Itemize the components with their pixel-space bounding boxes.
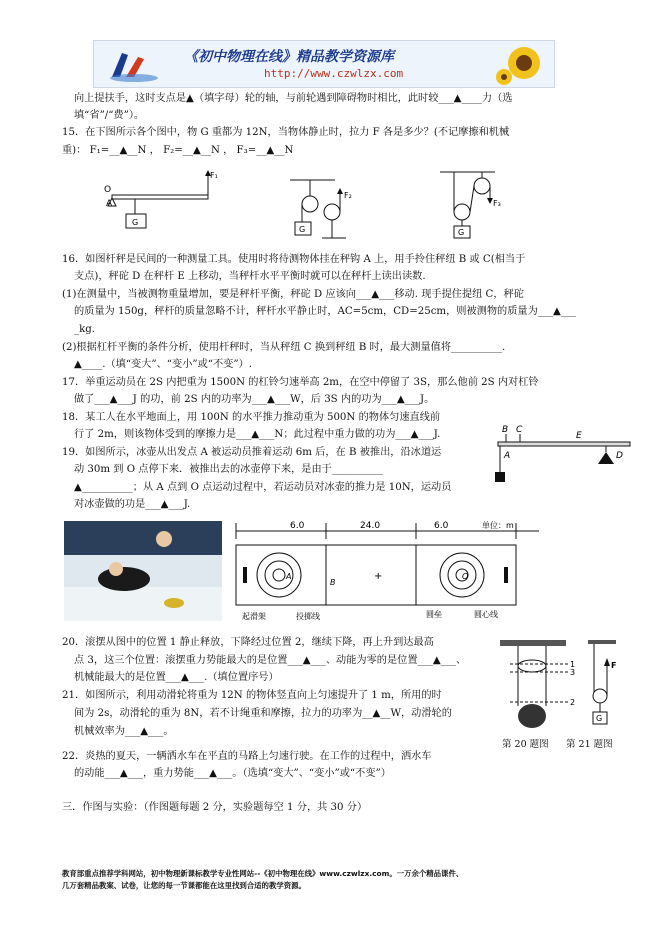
header-banner: [93, 40, 555, 88]
q16-line5: _kg.: [74, 324, 96, 335]
fig20-caption: 第 20 题图: [502, 739, 549, 750]
svg-text:A: A: [504, 451, 511, 461]
fig15-diagram: [100, 168, 520, 250]
svg-text:D: D: [616, 451, 623, 461]
q21-line1: 21．如图所示，利用动滑轮将重为 12N 的物体竖直向上匀速提升了 1 m，所用的时: [62, 690, 442, 701]
q16-line6: (2)根据杠杆平衡的条件分析，使用杆秤时，当从秤纽 C 换到秤纽 B 时，最大测量值将__________.: [62, 342, 506, 353]
q19-line4: 对冰壶做的功是___▲___J.: [74, 499, 191, 510]
fig15-pulley2: [290, 180, 352, 238]
fig21-pulley: [588, 640, 616, 724]
q14-line1: 向上提扶手，这时支点是▲（填字母）轮的轴，与前轮遇到障碍物时相比，此时较___▲____力（选: [74, 93, 513, 104]
fig21-caption: 第 21 题图: [566, 739, 613, 750]
q16-line3: (1)在测量中，当被测物重量增加，要是秤杆平衡，秤砣 D 应该向___▲___移动. 现手提住提纽 C，秤砣: [62, 289, 524, 300]
fig16-steelyard: [494, 420, 634, 492]
q22-line2: 的动能___▲___，重力势能___▲___。（选填“变大”、“变小”或“不变”）: [74, 768, 391, 779]
q15-line2: 重)： F₁=__▲__N ， F₂=__▲__N ， F₃=__▲__N: [62, 145, 294, 156]
svg-text:G: G: [596, 714, 603, 723]
q18-line1: 18．某工人在水平地面上，用 100N 的水平推力推动重为 500N 的物体匀速直线前: [62, 412, 441, 423]
svg-text:圆垒: 圆垒: [426, 610, 442, 619]
svg-text:B: B: [330, 578, 336, 587]
q18-line2: 行了 2m，则该物体受到的摩擦力是___▲___N；此过程中重力做的功为___▲___J.: [74, 429, 441, 440]
footer-line1: 教育部重点推荐学科网站，初中物理新课标教学专业性网站--《初中物理在线》www.czwlzx.com。一万余个精品课件、: [62, 869, 464, 878]
site-logo-icon: [104, 47, 164, 83]
q17-line1: 17．举重运动员在 2S 内把重为 1500N 的杠铃匀速举高 2m，在空中停留了 3S，那么他前 2S 内对杠铃: [62, 377, 539, 388]
svg-text:O: O: [104, 185, 112, 195]
fig20-yoyo: [500, 640, 575, 728]
svg-text:单位：m: 单位：m: [482, 521, 514, 530]
svg-text:G: G: [458, 228, 465, 237]
svg-text:F: F: [611, 661, 617, 670]
section3-title: 三．作图与实验：（作图题每题 2 分，实验题每空 1 分，共 30 分）: [62, 802, 368, 813]
q21-line2: 间为 2s，动滑轮的重为 8N，若不计绳重和摩擦，拉力的功率为__▲__W，动滑轮的: [74, 708, 452, 719]
svg-text:3: 3: [570, 668, 576, 677]
fig19-diagram: [64, 517, 550, 627]
curling-photo: [64, 521, 222, 621]
header-url[interactable]: http://www.czwlzx.com: [264, 67, 404, 80]
q20-line3: 机械能最大的是位置___▲___.（填位置序号）: [74, 672, 279, 683]
q19-line1: 19．如图所示，冰壶从出发点 A 被运动员推着运动 6m 后，在 B 被推出，沿冰道运: [62, 447, 442, 458]
svg-text:圆心线: 圆心线: [474, 610, 498, 619]
fig15-lever: [104, 170, 218, 228]
svg-text:6.0: 6.0: [290, 521, 305, 531]
q21-line3: 机械效率为___▲___。: [74, 726, 174, 737]
header-title: 《初中物理在线》精品教学资源库: [184, 49, 394, 65]
q20-line1: 20．滚摆从图中的位置 1 静止释放，下降经过位置 2，继续下降，再上升到达最高: [62, 637, 434, 648]
q19-line3: ▲__________；从 A 点到 O 点运动过程中，若运动员对冰壶的推力是 10N，运动员: [74, 482, 452, 493]
q17-line2: 做了___▲___J 的功，前 2S 内的功率为___▲___W，后 3S 内的功为___▲___J。: [74, 394, 435, 405]
svg-text:6.0: 6.0: [434, 521, 449, 531]
svg-text:2: 2: [570, 698, 576, 707]
svg-text:F₁: F₁: [210, 171, 218, 180]
sunflower-icon: [494, 43, 552, 85]
q16-line7: ▲____.（填“变大”、“变小”或“不变”）.: [74, 359, 252, 370]
svg-text:A: A: [106, 199, 113, 209]
svg-text:F₃: F₃: [493, 199, 501, 208]
svg-text:O: O: [462, 572, 469, 581]
svg-text:F₂: F₂: [344, 191, 352, 200]
svg-text:24.0: 24.0: [360, 521, 381, 531]
q22-line1: 22．炎热的夏天，一辆洒水车在平直的马路上匀速行驶。在工作的过程中，洒水车: [62, 751, 432, 762]
q16-line4: 的质量为 150g，秤杆的质量忽略不计，秤杆水平静止时，AC=5cm，CD=25cm，则被测物的质量为___▲___: [74, 306, 577, 317]
fig20-21-diagram: [496, 636, 626, 736]
svg-text:1: 1: [570, 660, 576, 669]
svg-text:+: +: [374, 571, 383, 582]
svg-text:G: G: [299, 225, 306, 234]
q15-line1: 15．在下图所示各个图中，物 G 重都为 12N，当物体静止时，拉力 F 各是多少？(不记摩擦和机械: [62, 127, 510, 138]
q14-line2: 填“省”/“费”）。: [74, 110, 145, 121]
svg-text:G: G: [132, 218, 139, 227]
svg-text:A: A: [286, 572, 292, 581]
svg-text:起滑架: 起滑架: [242, 612, 266, 621]
footer-line2: 几万套精品教案、试卷，让您的每一节课都能在这里找到合适的教学资源。: [62, 881, 306, 890]
fig15-pulley3: [440, 172, 501, 238]
q19-line2: 动 30m 到 O 点停下来．被推出去的冰壶停下来，是由于__________: [74, 464, 383, 475]
svg-text:C: C: [516, 425, 523, 435]
svg-text:投掷线: 投掷线: [296, 612, 320, 621]
q20-line2: 点 3，这三个位置：滚摆重力势能最大的是位置___▲___、动能为零的是位置___▲___、: [74, 655, 467, 666]
q16-line1: 16．如图杆秤是民间的一种测量工具。使用时将待测物体挂在秤钩 A 上，用手拎住秤纽 B 或 C(相当于: [62, 254, 526, 265]
svg-text:E: E: [576, 431, 582, 441]
svg-text:B: B: [502, 425, 509, 435]
curling-track: [236, 520, 539, 621]
q16-line2: 支点)，秤砣 D 在秤杆 E 上移动，当秤杆水平平衡时就可以在秤杆上读出读数.: [74, 271, 426, 282]
